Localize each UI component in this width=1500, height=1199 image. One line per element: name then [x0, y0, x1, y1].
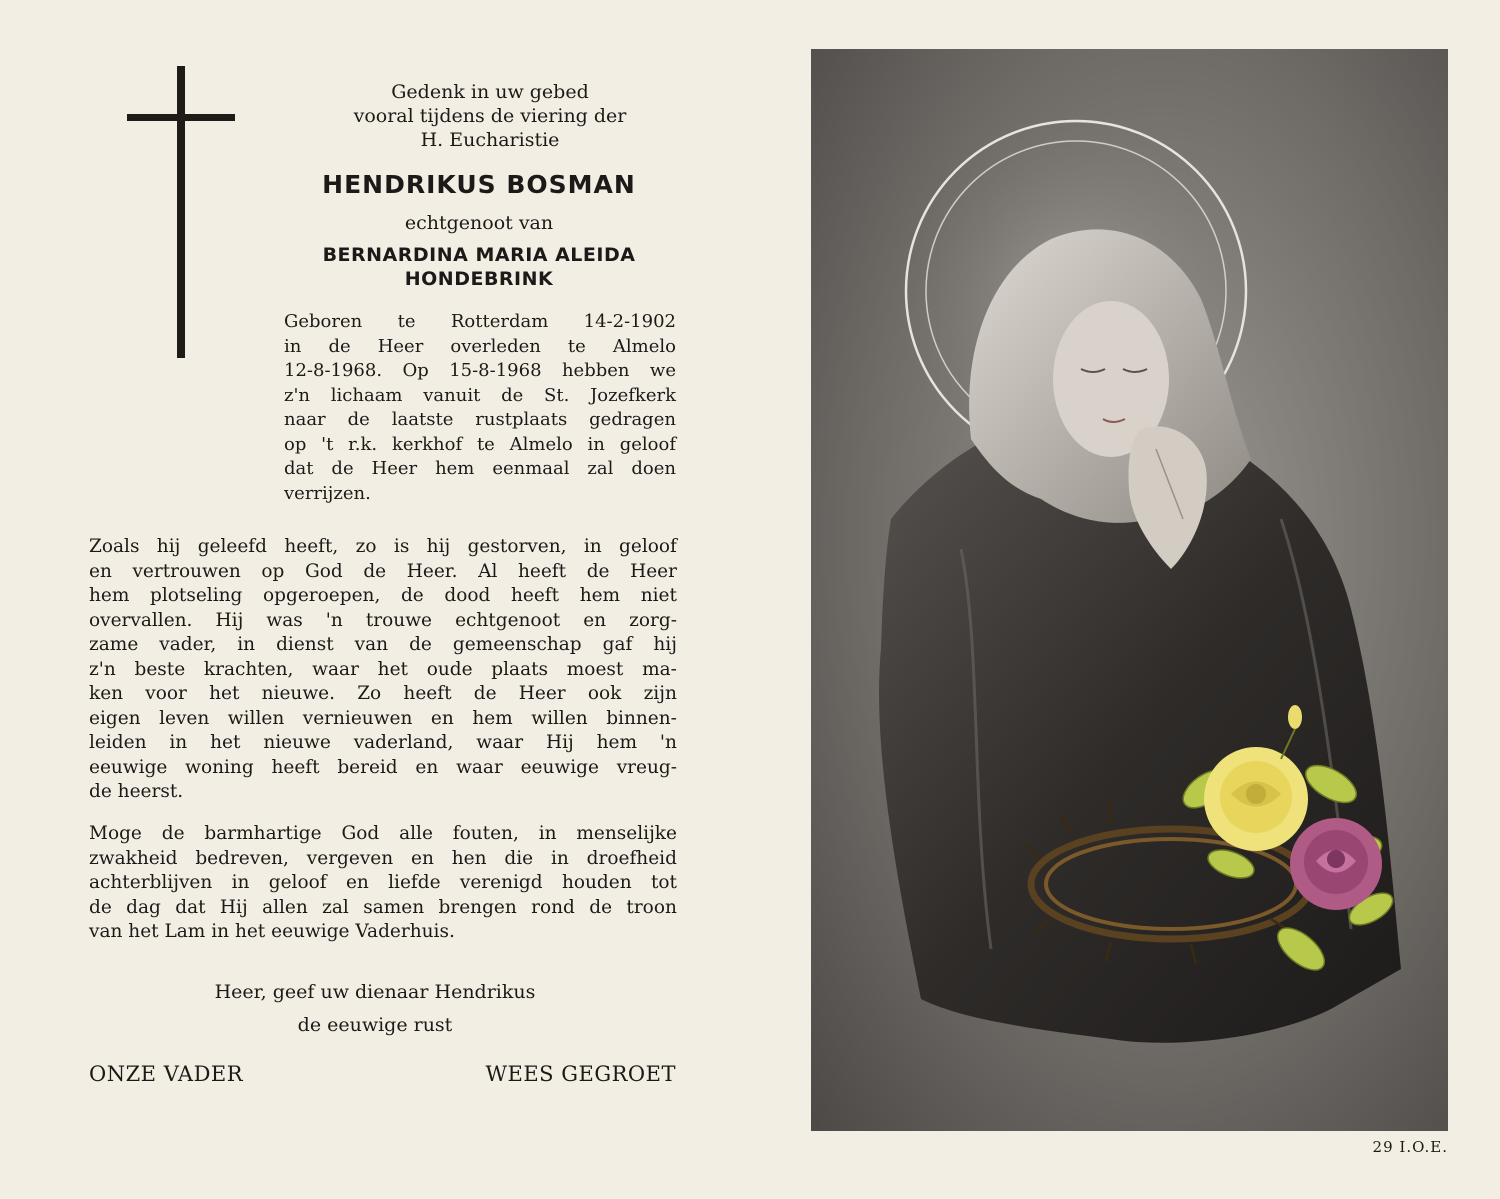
paragraph-line: z'n beste krachten, waar het oude plaats moest ma-	[89, 658, 677, 680]
prayer-line: Heer, geef uw dienaar Hendrikus	[214, 981, 536, 1003]
paragraph-line: van het Lam in het eeuwige Vaderhuis.	[89, 921, 455, 942]
bio-line: Geboren te Rotterdam 14-2-1902	[284, 311, 676, 332]
intro-text	[300, 80, 680, 152]
bio-line: op 't r.k. kerkhof te Almelo in geloof	[284, 433, 676, 455]
yellow-rose	[1204, 747, 1308, 851]
intro-line: vooral tijdens de viering der	[353, 105, 627, 127]
footer-wees-gegroet: WEES GEGROET	[485, 1062, 676, 1086]
intro-line: H. Eucharistie	[420, 129, 560, 151]
paragraph-line: de heerst.	[89, 781, 184, 802]
paragraph-line: Moge de barmhartige God alle fouten, in menselijke	[89, 823, 677, 844]
paragraph-line: zwakheid bedreven, vergeven en hen die in droefheid	[89, 847, 677, 869]
paragraph-line: eeuwige woning heeft bereid en waar eeuwige vreug-	[89, 756, 677, 778]
paragraph-line: achterblijven in geloof en liefde verenigd houden tot	[89, 872, 677, 893]
paragraph-line: Zoals hij geleefd heeft, zo is hij gestorven, in geloof	[89, 536, 677, 557]
bio-line: z'n lichaam vanuit de St. Jozefkerk	[284, 384, 676, 406]
bio-line: verrijzen.	[284, 482, 371, 504]
spouse-name	[283, 243, 675, 291]
cross-icon	[127, 66, 235, 358]
intro-line: Gedenk in uw gebed	[391, 81, 589, 103]
print-code: 29 I.O.E.	[1372, 1138, 1448, 1156]
paragraph-line: hem plotseling opgeroepen, de dood heeft hem niet	[89, 585, 677, 606]
biography	[284, 310, 676, 506]
paragraph-line: zame vader, in dienst van de gemeenschap gaf hij	[89, 634, 677, 655]
spouse-name-line: HONDEBRINK	[404, 268, 554, 290]
paragraph-line: de dag dat Hij allen zal samen brengen rond de troon	[89, 896, 677, 918]
paragraph-line: eigen leven willen vernieuwen en hem willen binnen-	[89, 707, 677, 729]
madonna-picture	[811, 49, 1448, 1131]
bio-line: naar de laatste rustplaats gedragen	[284, 409, 676, 430]
spouse-name-line: BERNARDINA MARIA ALEIDA	[322, 244, 636, 266]
madonna-illustration	[811, 49, 1448, 1131]
bio-line: in de Heer overleden te Almelo	[284, 335, 676, 357]
rose-bud	[1288, 705, 1302, 729]
deceased-name: HENDRIKUS BOSMAN	[322, 170, 636, 199]
paragraph-line: leiden in het nieuwe vaderland, waar Hij hem 'n	[89, 732, 677, 753]
paragraph-line: overvallen. Hij was 'n trouwe echtgenoot en zorg-	[89, 609, 677, 631]
bio-line: 12-8-1968. Op 15-8-1968 hebben we	[284, 360, 676, 381]
pink-rose	[1290, 818, 1382, 910]
closing-prayer	[160, 976, 590, 1042]
prayer-paragraph	[89, 822, 677, 945]
footer-onze-vader: ONZE VADER	[89, 1062, 244, 1086]
paragraph-line: en vertrouwen op God de Heer. Al heeft de Heer	[89, 560, 677, 582]
relation-label: echtgenoot van	[404, 212, 554, 234]
bio-line: dat de Heer hem eenmaal zal doen	[284, 458, 676, 479]
paragraph-line: ken voor het nieuwe. Zo heeft de Heer ook zijn	[89, 683, 677, 704]
tribute-paragraph	[89, 535, 677, 805]
prayer-line: de eeuwige rust	[297, 1014, 453, 1036]
